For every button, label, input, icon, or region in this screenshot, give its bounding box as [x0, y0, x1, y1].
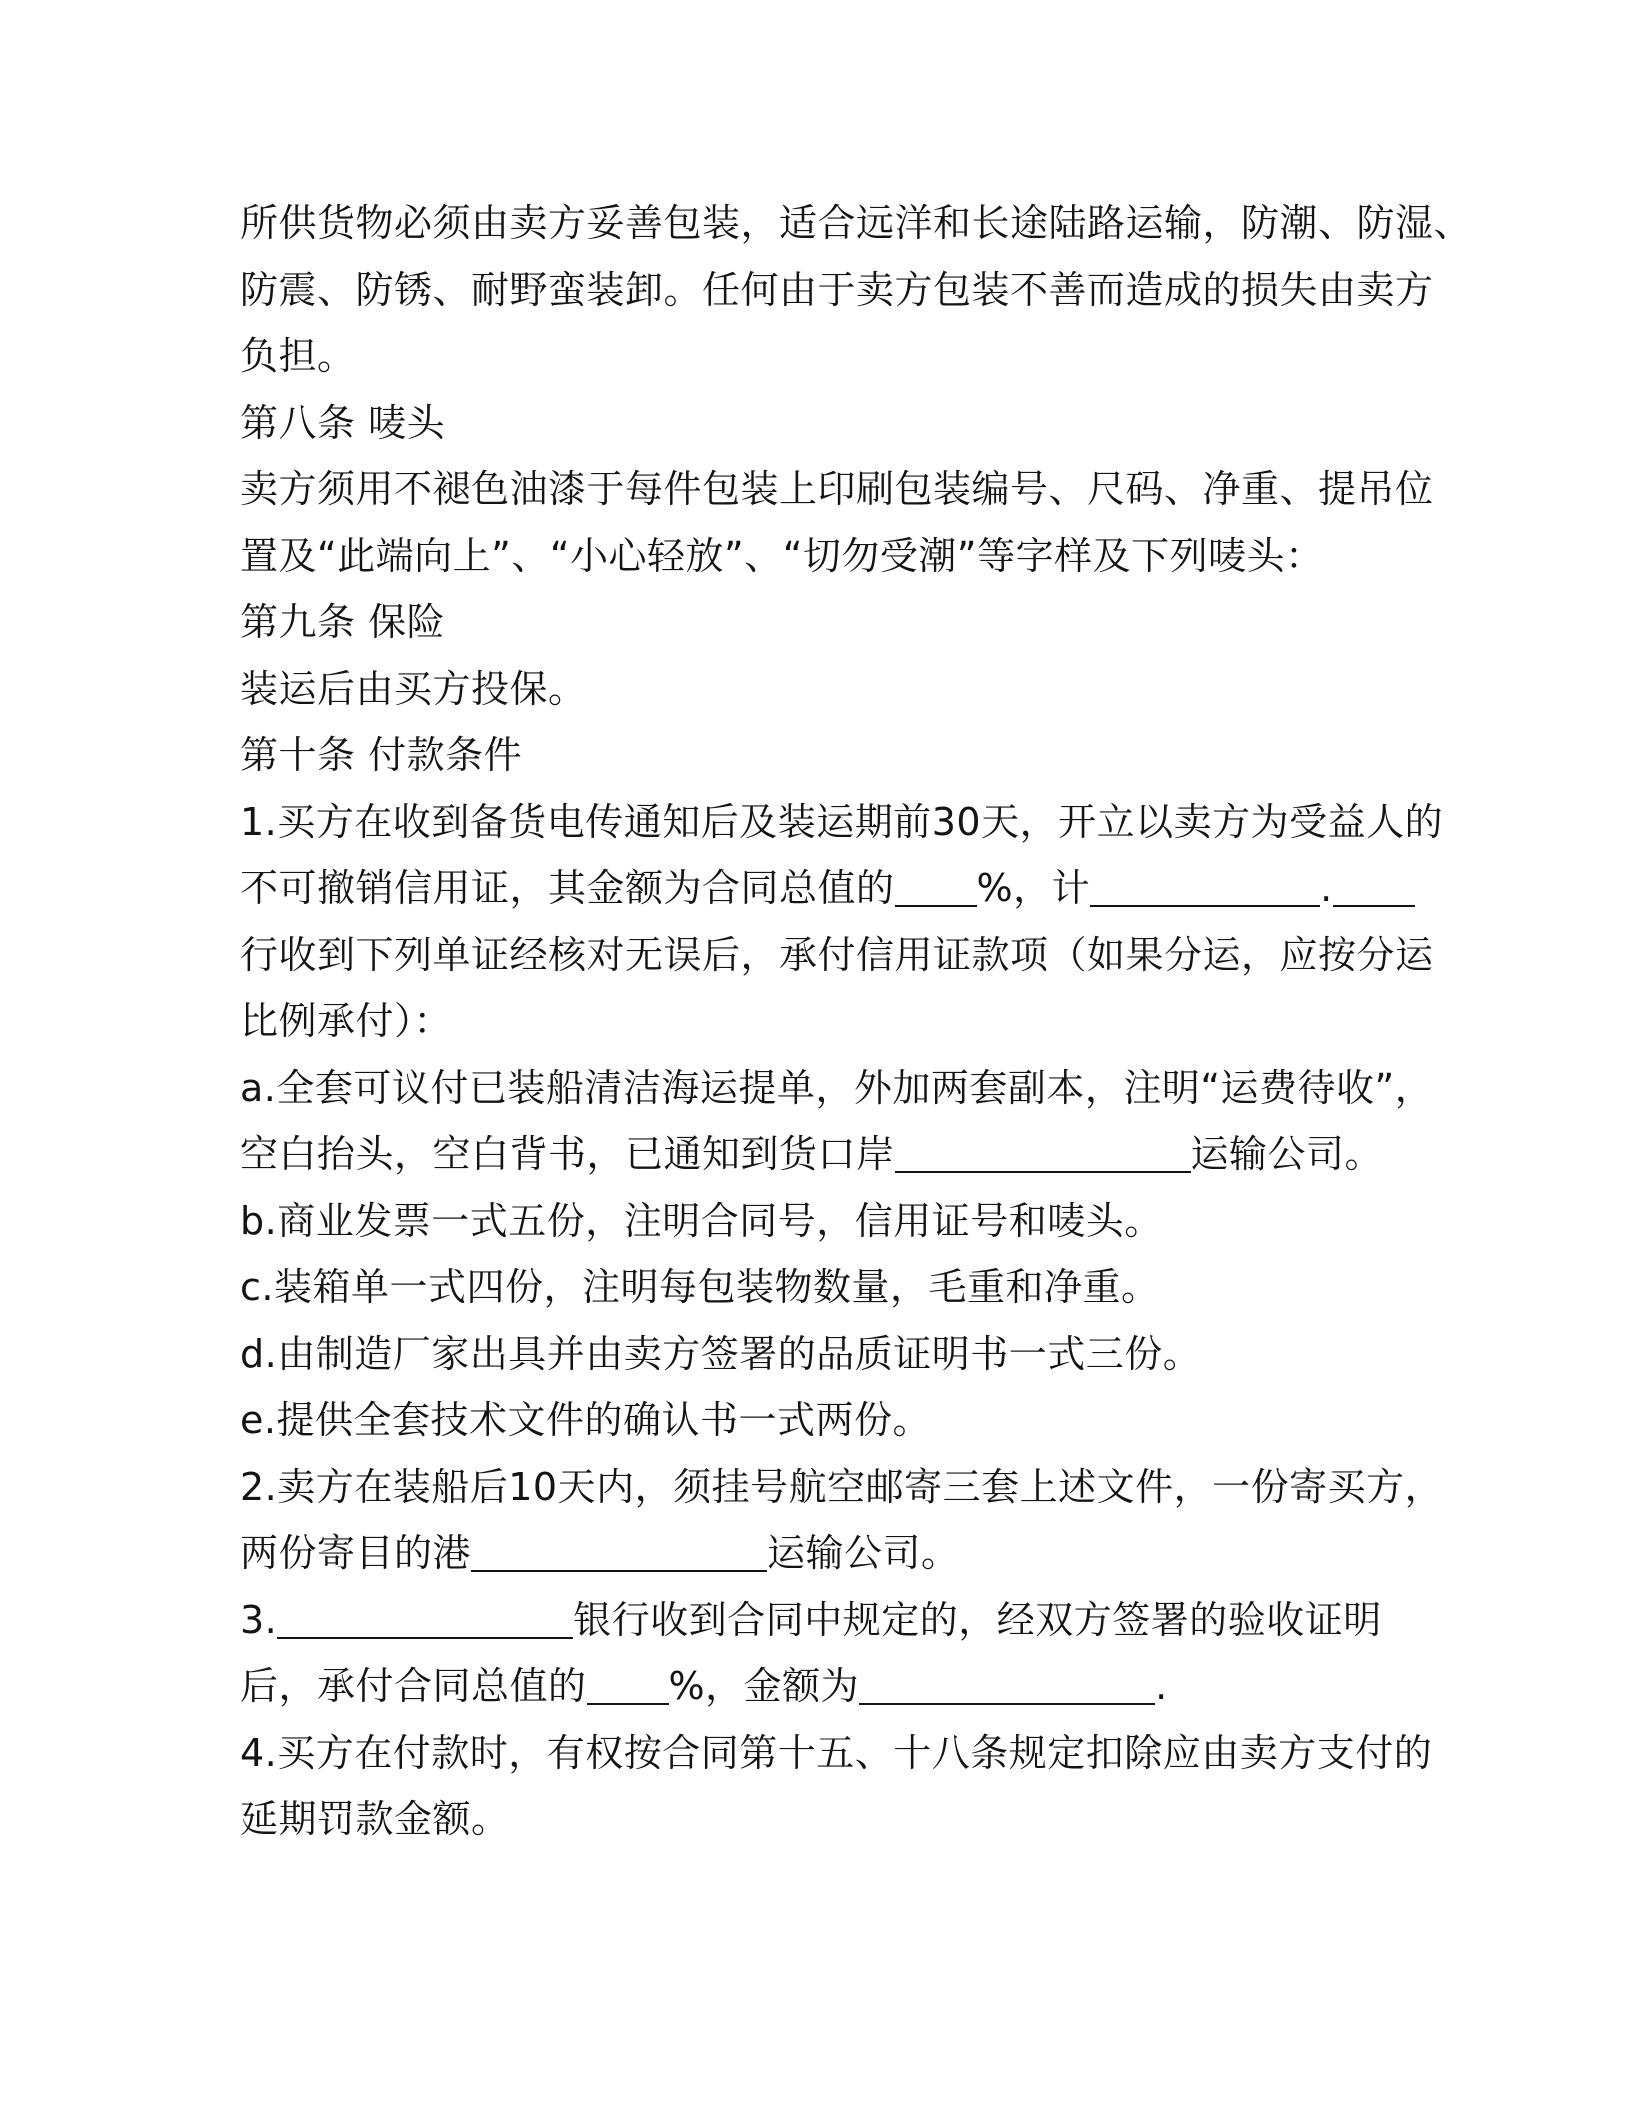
percent-blank-2: [587, 1659, 669, 1705]
text-line-1: 所供货物必须由卖方妥善包装，适合远洋和长途陆路运输，防潮、防湿、: [240, 201, 1473, 245]
text-line-5: 卖方须用不褪色油漆于每件包装上印刷包装编号、尺码、净重、提吊位: [240, 467, 1434, 511]
text-line-6: 置及“此端向上”、“小心轻放”、“切勿受潮”等字样及下列唛头：: [240, 533, 1324, 578]
text-line-10: 1.买方在收到备货电传通知后及装运期前30天，开立以卖方为受益人的: [240, 799, 1444, 844]
amount-blank-2: [859, 1659, 1155, 1705]
text-line-11-part-c: .: [1320, 866, 1333, 910]
text-line-23-part-a: 后，承付合同总值的: [240, 1664, 587, 1708]
text-line-15-part-a: 空白抬头，空白背书，已通知到货口岸: [240, 1132, 895, 1176]
text-line-15: [240, 1121, 1400, 1188]
article-9-heading: 第九条 保险: [240, 600, 446, 644]
text-line-22-part-b: 银行收到合同中规定的，经双方签署的验收证明: [573, 1597, 1382, 1642]
text-line-25: 延期罚款金额。: [240, 1797, 510, 1841]
text-line-21: [240, 1520, 1400, 1587]
text-line-23-part-b: %，金额为: [668, 1664, 860, 1708]
text-line-24: 4.买方在付款时，有权按合同第十五、十八条规定扣除应由卖方支付的: [240, 1730, 1433, 1775]
percent-blank-1: [895, 861, 977, 907]
text-line-23-part-c: .: [1155, 1664, 1168, 1708]
text-line-2: 防震、防锈、耐野蛮装卸。任何由于卖方包装不善而造成的损失由卖方: [240, 267, 1434, 312]
article-10-heading: 第十条 付款条件: [240, 733, 523, 777]
amount-blank-1: [1090, 861, 1320, 907]
text-line-11-part-b: %，计: [976, 866, 1091, 910]
bank-name-blank: [277, 1593, 573, 1639]
text-line-3: 负担。: [240, 334, 356, 378]
text-line-11: [240, 855, 1400, 922]
text-line-21-part-a: 两份寄目的港: [240, 1531, 472, 1575]
article-8-heading: 第八条 唛头: [240, 400, 446, 445]
text-line-23: [240, 1653, 1400, 1720]
text-line-13: 比例承付）：: [240, 999, 453, 1043]
document-page: [240, 190, 1473, 1853]
destination-port-blank: [471, 1526, 767, 1572]
text-line-8: 装运后由买方投保。: [240, 666, 587, 711]
text-line-20: 2.卖方在装船后10天内，须挂号航空邮寄三套上述文件，一份寄买方，: [240, 1464, 1444, 1509]
text-line-22-part-a: 3.: [240, 1597, 278, 1642]
text-line-11-part-a: 不可撤销信用证，其金额为合同总值的: [240, 866, 895, 910]
text-line-21-part-b: 运输公司。: [767, 1531, 960, 1575]
text-line-19: e.提供全套技术文件的确认书一式两份。: [240, 1398, 931, 1442]
bank-blank-1: [1333, 861, 1415, 907]
text-line-15-part-b: 运输公司。: [1190, 1132, 1384, 1176]
text-line-22: [240, 1587, 1400, 1654]
arrival-port-blank: [895, 1127, 1191, 1173]
text-line-17: c.装箱单一式四份，注明每包装物数量，毛重和净重。: [240, 1265, 1160, 1309]
text-line-12: 行收到下列单证经核对无误后，承付信用证款项（如果分运，应按分运: [240, 932, 1434, 977]
text-line-18: d.由制造厂家出具并由卖方签署的品质证明书一式三份。: [240, 1331, 1202, 1376]
text-line-16: b.商业发票一式五份，注明合同号，信用证号和唛头。: [240, 1198, 1163, 1243]
text-line-14: a.全套可议付已装船清洁海运提单，外加两套副本，注明“运费待收”，: [240, 1065, 1434, 1110]
